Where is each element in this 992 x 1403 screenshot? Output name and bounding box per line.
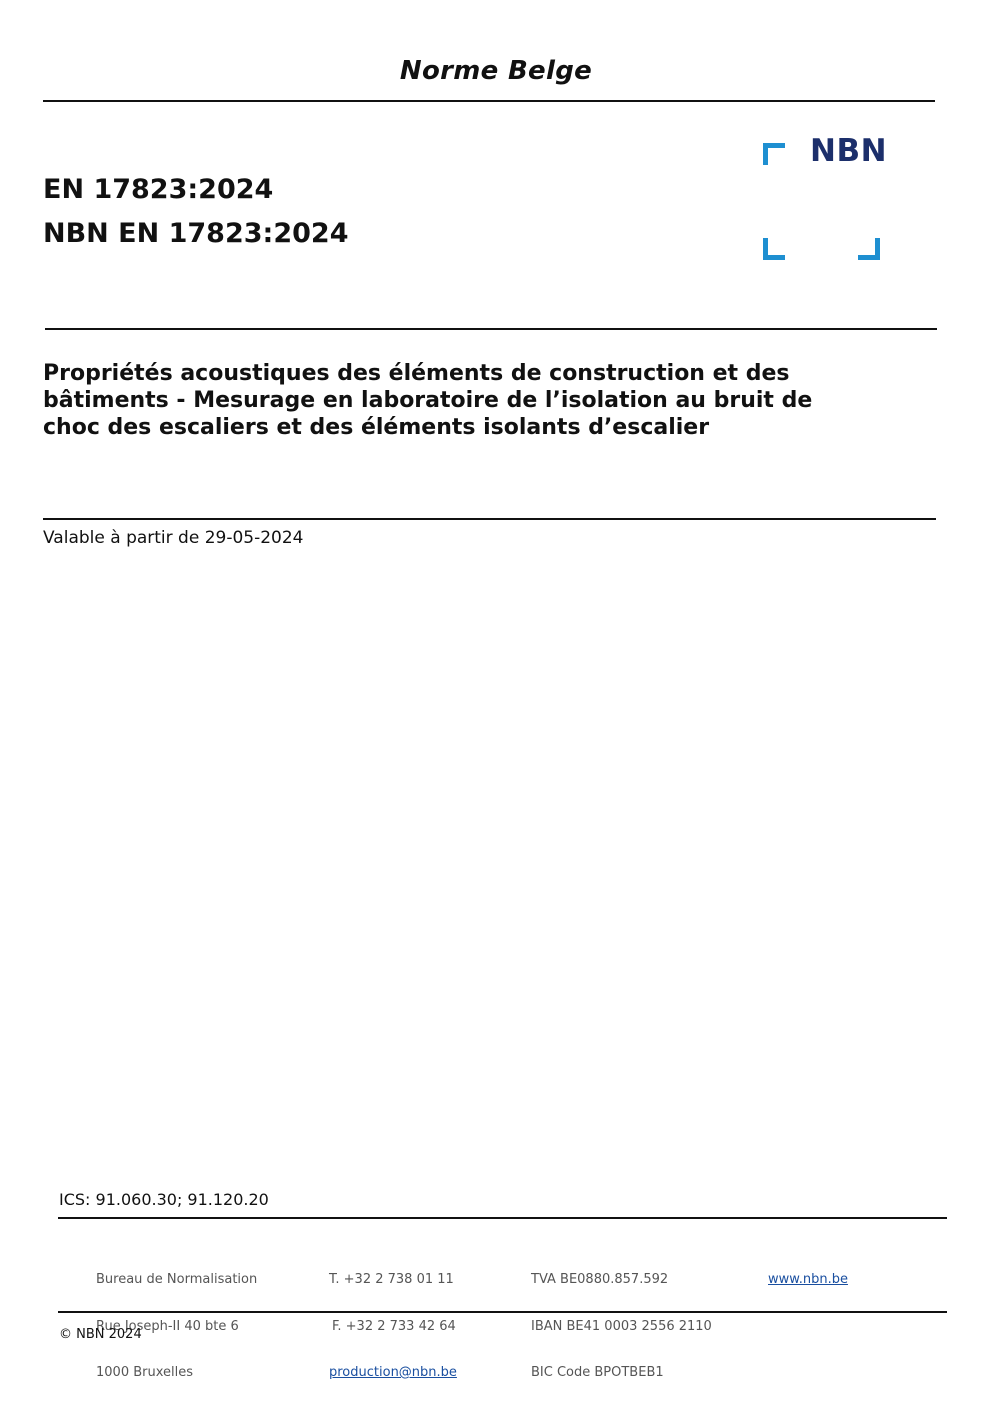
header-divider <box>43 100 935 102</box>
address-line: 1000 Bruxelles <box>96 1365 194 1380</box>
footer-divider-bottom <box>58 1311 947 1313</box>
title-divider-top <box>45 328 937 330</box>
email-link[interactable]: production@nbn.be <box>329 1365 457 1380</box>
footer-website <box>768 1241 848 1303</box>
document-title-line: choc des escaliers et des éléments isolants d’escalier <box>43 415 710 440</box>
document-title-line: bâtiments - Mesurage en laboratoire de l’isolation au bruit de <box>43 388 813 413</box>
standard-code-en: EN 17823:2024 <box>43 174 274 205</box>
logo-corner-bottom-right <box>858 238 880 260</box>
valid-from-date: Valable à partir de 29-05-2024 <box>43 528 304 548</box>
footer-address <box>96 1241 257 1396</box>
address-line: Bureau de Normalisation <box>96 1272 258 1287</box>
copyright-notice: © NBN 2024 <box>59 1327 142 1342</box>
vat-number: TVA BE0880.857.592 <box>531 1272 669 1287</box>
logo-corner-bottom-left <box>763 238 785 260</box>
page-header-title: Norme Belge <box>399 56 593 86</box>
footer-bank-info <box>531 1241 712 1396</box>
iban-number: IBAN BE41 0003 2556 2110 <box>531 1318 712 1334</box>
footer-divider-top <box>58 1217 947 1219</box>
footer-contact <box>329 1241 457 1396</box>
document-title <box>43 360 903 441</box>
logo-text: NBN <box>810 133 888 169</box>
address-line: Rue Joseph-II 40 bte 6 <box>96 1318 239 1334</box>
website-link[interactable]: www.nbn.be <box>768 1272 848 1287</box>
bic-code: BIC Code BPOTBEB1 <box>531 1365 664 1380</box>
title-divider-bottom <box>43 518 936 520</box>
standard-code-nbn: NBN EN 17823:2024 <box>43 218 349 249</box>
phone-number: T. +32 2 738 01 11 <box>329 1272 454 1287</box>
fax-number: F. +32 2 733 42 64 <box>332 1318 456 1334</box>
logo-corner-top-left <box>763 143 785 165</box>
ics-codes: ICS: 91.060.30; 91.120.20 <box>59 1190 269 1209</box>
document-title-line: Propriétés acoustiques des éléments de construction et des <box>43 361 790 386</box>
